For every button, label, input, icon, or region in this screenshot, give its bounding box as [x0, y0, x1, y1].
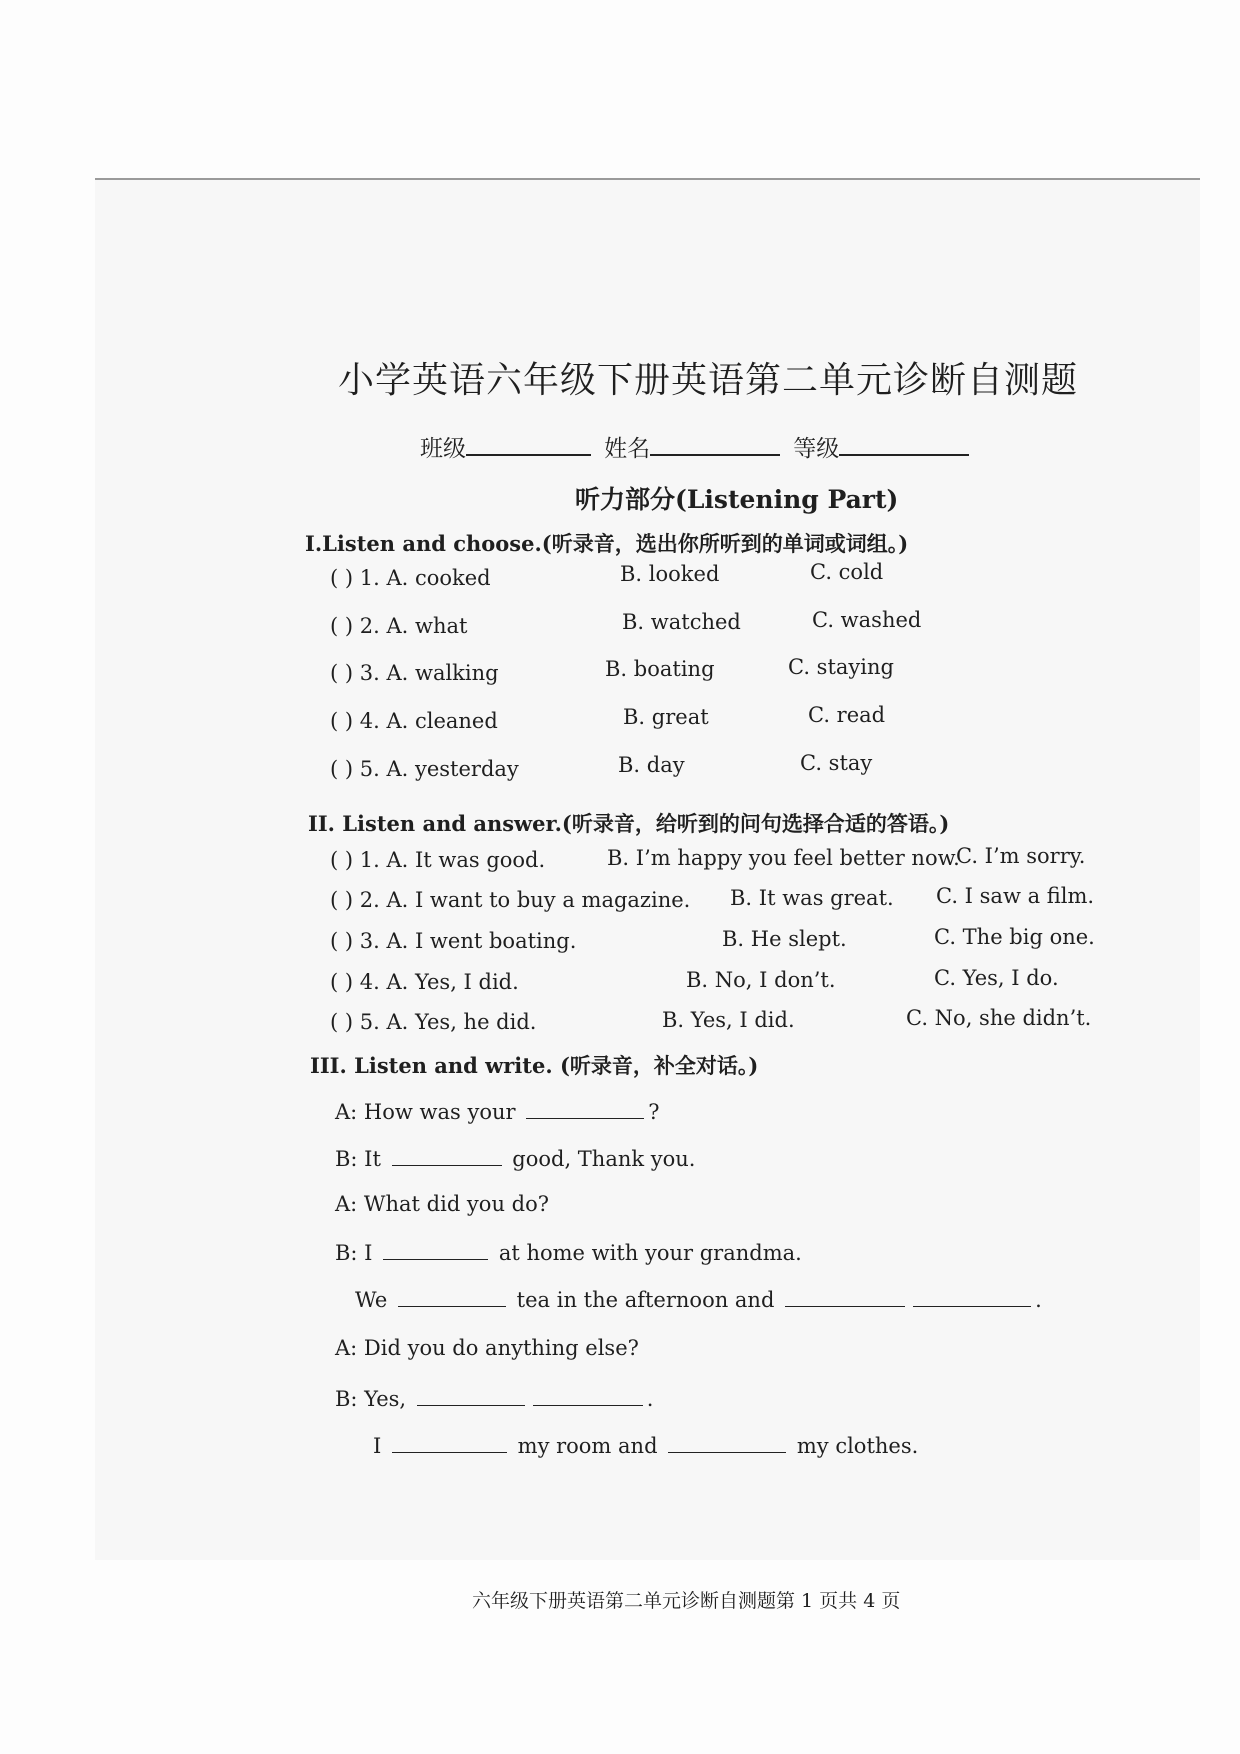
dialog-line-6: A: Did you do anything else? — [335, 1336, 639, 1360]
s1-q1-number: ( ) 1. A. cooked — [330, 566, 491, 590]
s2-q2-option-c: C. I saw a film. — [936, 884, 1095, 908]
s2-q5-number: ( ) 5. A. Yes, he did. — [330, 1010, 537, 1034]
s1-q1-option-c: C. cold — [810, 560, 884, 584]
s2-q4-option-c: C. Yes, I do. — [934, 966, 1059, 990]
section-2-heading: II. Listen and answer.(听录音，给听到的问句选择合适的答语。) — [308, 811, 950, 836]
s2-q4-option-b: B. No, I don’t. — [686, 968, 836, 992]
s2-q1-number: ( ) 1. A. It was good. — [330, 848, 546, 872]
s2-q2-option-b: B. It was great. — [730, 886, 894, 910]
name-field[interactable] — [650, 432, 780, 456]
dialog-line-5: We tea in the afternoon and . — [355, 1288, 1042, 1312]
dialog-line-7: B: Yes, . — [335, 1387, 654, 1411]
blank-3[interactable] — [383, 1239, 488, 1260]
grade-field[interactable] — [839, 432, 969, 456]
blank-1[interactable] — [526, 1098, 644, 1119]
s2-q5-option-c: C. No, she didn’t. — [906, 1006, 1092, 1030]
dialog-line-8: I my room and my clothes. — [373, 1434, 919, 1458]
blank-9[interactable] — [392, 1432, 507, 1453]
s1-q4-option-c: C. read — [808, 703, 886, 727]
s1-q4-number: ( ) 4. A. cleaned — [330, 709, 498, 733]
blank-10[interactable] — [668, 1432, 786, 1453]
s2-q4-number: ( ) 4. A. Yes, I did. — [330, 970, 519, 994]
exam-title: 小学英语六年级下册英语第二单元诊断自测题 — [338, 360, 1079, 401]
blank-2[interactable] — [392, 1145, 502, 1166]
s1-q2-option-b: B. watched — [622, 610, 741, 634]
dialog-line-1: A: How was your ? — [335, 1100, 660, 1124]
s2-q1-option-b: B. I’m happy you feel better now. — [607, 846, 960, 870]
s1-q5-option-b: B. day — [618, 753, 685, 777]
section-3-heading: III. Listen and write. (听录音，补全对话。) — [310, 1053, 759, 1078]
name-label: 姓名 — [604, 436, 651, 462]
s1-q3-option-c: C. staying — [788, 655, 894, 679]
s2-q1-option-c: C. I’m sorry. — [956, 844, 1086, 868]
dialog-line-3: A: What did you do? — [335, 1192, 549, 1216]
s2-q5-option-b: B. Yes, I did. — [662, 1008, 795, 1032]
page-footer: 六年级下册英语第二单元诊断自测题第 1 页共 4 页 — [472, 1590, 901, 1612]
grade-label: 等级 — [793, 436, 840, 462]
s1-q5-option-c: C. stay — [800, 751, 873, 775]
blank-8[interactable] — [533, 1385, 643, 1406]
s1-q3-option-b: B. boating — [605, 657, 715, 681]
blank-5[interactable] — [785, 1286, 905, 1307]
part-heading: 听力部分(Listening Part) — [575, 485, 899, 514]
blank-4[interactable] — [398, 1286, 506, 1307]
dialog-line-2: B: It good, Thank you. — [335, 1147, 696, 1171]
s2-q3-option-b: B. He slept. — [722, 927, 847, 951]
class-field[interactable] — [466, 432, 591, 456]
student-info-row — [420, 430, 969, 463]
class-label: 班级 — [420, 436, 466, 462]
s1-q1-option-b: B. looked — [620, 562, 720, 586]
s1-q5-number: ( ) 5. A. yesterday — [330, 757, 519, 781]
s1-q4-option-b: B. great — [623, 705, 709, 729]
s2-q3-number: ( ) 3. A. I went boating. — [330, 929, 577, 953]
blank-6[interactable] — [913, 1286, 1031, 1307]
section-1-heading: I.Listen and choose.(听录音，选出你所听到的单词或词组。) — [305, 531, 909, 556]
s1-q3-number: ( ) 3. A. walking — [330, 661, 499, 685]
dialog-line-4: B: I at home with your grandma. — [335, 1241, 802, 1265]
blank-7[interactable] — [417, 1385, 525, 1406]
s2-q2-number: ( ) 2. A. I want to buy a magazine. — [330, 888, 691, 912]
s1-q2-number: ( ) 2. A. what — [330, 614, 468, 638]
s1-q2-option-c: C. washed — [812, 608, 922, 632]
s2-q3-option-c: C. The big one. — [934, 925, 1095, 949]
